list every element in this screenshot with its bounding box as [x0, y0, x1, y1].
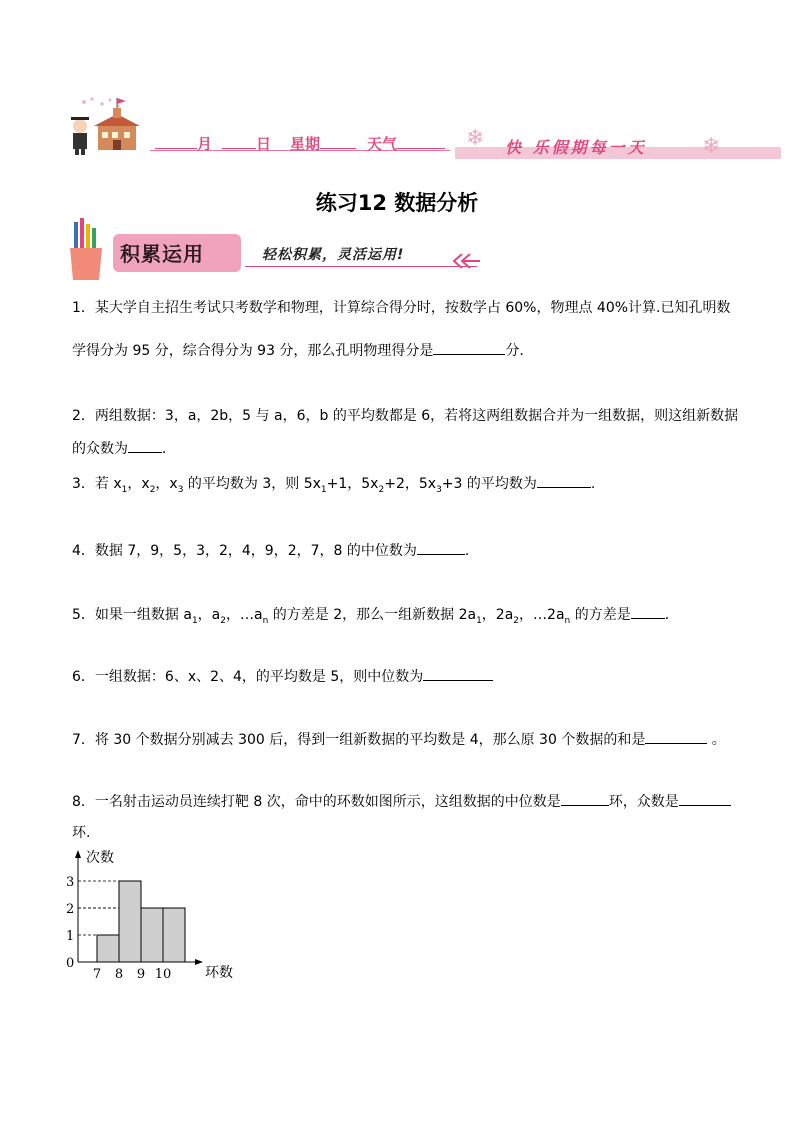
y-axis-arrow: [75, 850, 81, 858]
question-3: 3．若 $x_1$，$x_2$，$x_3$ 的平均数为 3，则 $5x_1+1$，$5x_2+2$，$5x_3+3$ 的平均数为 .: [72, 476, 596, 495]
header-slogan: 快 乐假期每一天: [505, 138, 647, 157]
y-tick-label: 3: [66, 875, 75, 890]
question-2-line-1: 2．两组数据：3，a，2b，5 与 a，6，b 的平均数都是 6，若将这两组数据合并为一组数据，则这组新数据: [72, 408, 739, 424]
header-illustration: [62, 96, 152, 156]
y-tick-label: 1: [66, 929, 75, 944]
bar-10: [163, 908, 185, 962]
question-2-line-2: 的众数为 ．: [72, 441, 176, 457]
question-1-line-2: 学得分为 95 分，综合得分为 93 分，那么孔明物理得分是 分.: [72, 343, 524, 359]
snowflake-icon: ❄: [702, 134, 721, 159]
question-8-line-1: 8．一名射击运动员连续打靶 8 次，命中的环数如图所示，这组数据的中位数是 环，众数是: [72, 791, 731, 811]
question-1-line-1: 1．某大学自主招生考试只考数学和物理，计算综合得分时，按数学占 60%，物理点 40%计算.已知孔明数: [72, 300, 731, 316]
question-7: 7．将 30 个数据分别减去 300 后，得到一组新数据的平均数是 4，那么原 30 个数据的和是 。: [72, 732, 726, 748]
x-axis-label: 环数: [205, 965, 233, 981]
section-underline: [245, 266, 477, 267]
y-tick-label: 0: [66, 956, 75, 971]
page-title: 练习12 数据分析: [315, 191, 479, 215]
y-axis-label: 次数: [86, 850, 114, 866]
x-tick-label: 9: [136, 967, 146, 982]
x-tick-label: 7: [92, 967, 102, 982]
pencil-cup-icon: [66, 218, 106, 286]
x-axis-arrow: [195, 959, 203, 965]
bar-7: [97, 935, 119, 962]
x-tick-label: 8: [114, 967, 124, 982]
section-tagline: 轻松积累，灵活运用!: [262, 247, 405, 263]
date-weekday: 星期: [290, 133, 356, 154]
bar-8: [119, 881, 141, 962]
question-5: 5．如果一组数据 $a_1$，$a_2$，$\dots a_n$ 的方差是 2，那么一组新数据 $2a_1$，$2a_2$，$\dots 2a_n$ 的方差是 ．: [72, 607, 679, 626]
bar-9: [141, 908, 163, 962]
question-6: 6．一组数据：6、x、2、4，的平均数是 5，则中位数为: [72, 666, 493, 686]
shots-histogram: [62, 848, 252, 988]
x-tick-label: 10: [154, 967, 172, 982]
weather: 天气: [367, 133, 445, 154]
question-8-line-2: 环.: [72, 825, 91, 841]
double-arrow-left-icon: [448, 252, 482, 274]
snowflake-icon: ❄: [466, 126, 485, 151]
question-4: 4．数据 7，9，5，3，2，4，9，2，7，8 的中位数为 .: [72, 543, 470, 559]
date-day: 日: [222, 133, 271, 154]
date-month: 月: [155, 133, 212, 154]
y-tick-label: 2: [66, 902, 75, 917]
section-label: 积累运用: [120, 242, 204, 266]
